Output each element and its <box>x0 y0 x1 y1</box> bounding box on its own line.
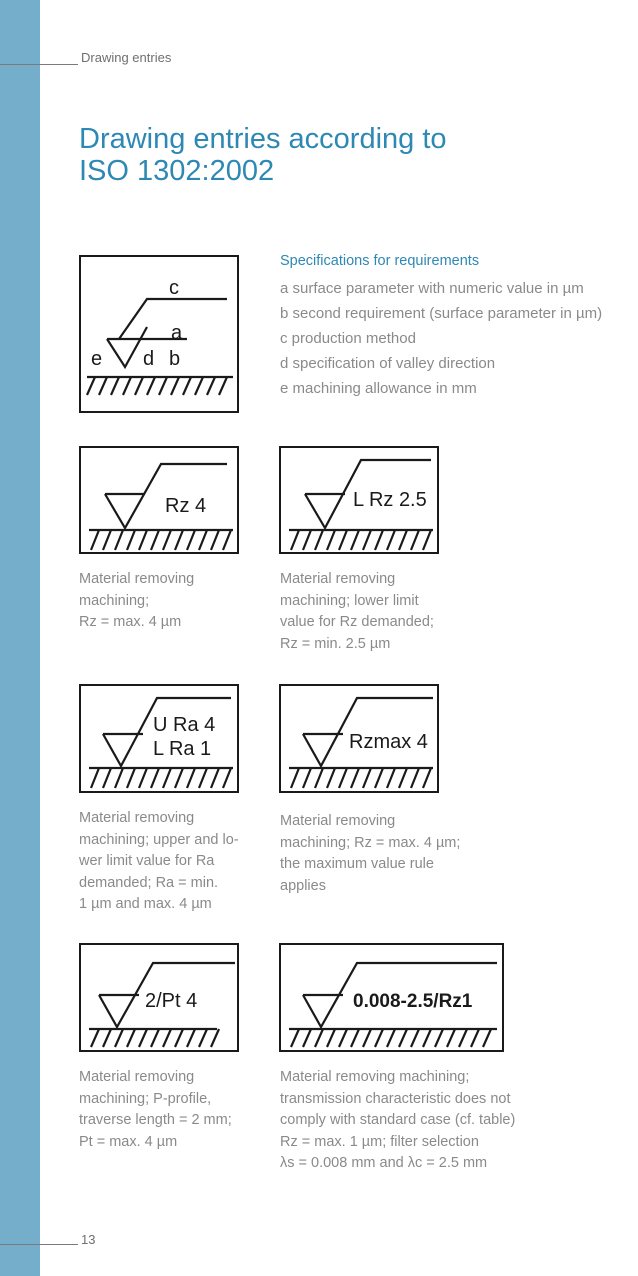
caption-2-pt4 <box>79 1067 232 1153</box>
page-title <box>79 123 447 187</box>
caption-line: machining; lower limit <box>280 592 419 609</box>
section-label: Drawing entries <box>81 50 172 65</box>
caption-u-l-ra <box>79 808 239 916</box>
caption-line: applies <box>280 877 326 894</box>
symbol-2-pt4-graphic <box>81 945 239 1052</box>
symbol-rzmax4-graphic <box>281 686 439 793</box>
caption-rzmax4 <box>280 811 460 897</box>
legend-label-a: a <box>171 322 183 344</box>
caption-line: Rz = max. 4 µm <box>79 614 182 630</box>
caption-rz4 <box>79 569 194 634</box>
legend-symbol <box>79 255 239 413</box>
symbol-rzmax4-label: Rzmax 4 <box>349 731 428 753</box>
caption-line: Material removing machining; <box>280 1069 470 1085</box>
caption-line: Rz = min. 2.5 µm <box>280 635 391 652</box>
caption-line: Material removing <box>79 1069 195 1085</box>
symbol-2-pt4 <box>79 943 239 1052</box>
spec-item-c: c production method <box>280 330 416 347</box>
caption-line: value for Rz demanded; <box>280 614 434 630</box>
caption-line: Material removing <box>280 813 396 829</box>
spec-item-a: a surface parameter with numeric value in µm <box>280 280 584 297</box>
caption-line: transmission characteristic does not <box>280 1090 511 1107</box>
symbol-rz4-label: Rz 4 <box>165 495 207 517</box>
symbol-l-rz25-label: L Rz 2.5 <box>353 489 427 511</box>
legend-label-b: b <box>169 348 181 370</box>
header-rule <box>0 64 78 65</box>
symbol-filter-rz1-label: 0.008-2.5/Rz1 <box>353 991 473 1012</box>
symbol-filter-rz1-graphic <box>281 945 504 1052</box>
caption-line: Material removing <box>79 810 195 826</box>
spec-heading: Specifications for requirements <box>280 253 480 269</box>
caption-line: machining; upper and lo- <box>79 831 239 848</box>
caption-line: Material removing <box>79 571 195 587</box>
caption-line: traverse length = 2 mm; <box>79 1112 232 1128</box>
spec-item-e: e machining allowance in mm <box>280 380 477 397</box>
caption-line: comply with standard case (cf. table) <box>280 1112 516 1128</box>
symbol-rzmax4 <box>279 684 439 793</box>
symbol-rz4 <box>79 446 239 554</box>
spec-item-d: d specification of valley direction <box>280 355 496 372</box>
caption-line: λs = 0.008 mm and λc = 2.5 mm <box>280 1155 488 1171</box>
caption-line: wer limit value for Ra <box>79 853 215 869</box>
caption-line: demanded; Ra = min. <box>79 874 219 891</box>
legend-label-c: c <box>169 277 179 299</box>
page-title-line-2: ISO 1302:2002 <box>79 155 275 187</box>
spec-list <box>280 279 610 404</box>
caption-line: machining; P-profile, <box>79 1090 212 1107</box>
caption-line: the maximum value rule <box>280 856 434 872</box>
symbol-u-l-ra-graphic <box>81 686 239 793</box>
symbol-u-ra4-label: U Ra 4 <box>153 714 216 736</box>
footer-rule <box>0 1244 78 1245</box>
symbol-l-ra1-label: L Ra 1 <box>153 738 212 760</box>
symbol-rz4-graphic <box>81 448 239 554</box>
legend-label-d: d <box>143 348 155 370</box>
page-title-line-1: Drawing entries according to <box>79 123 447 155</box>
caption-line: 1 µm and max. 4 µm <box>79 896 212 912</box>
sidebar-bar <box>0 0 40 1276</box>
caption-line: Pt = max. 4 µm <box>79 1133 178 1150</box>
caption-line: Rz = max. 1 µm; filter selection <box>280 1133 479 1150</box>
caption-l-rz25 <box>280 569 434 655</box>
caption-line: Material removing <box>280 571 396 587</box>
spec-item-b: b second requirement (surface parameter in µm) <box>280 305 603 322</box>
caption-line: machining; Rz = max. 4 µm; <box>280 834 461 851</box>
symbol-2-pt4-label: 2/Pt 4 <box>145 990 198 1012</box>
symbol-filter-rz1 <box>279 943 504 1052</box>
page-number: 13 <box>81 1232 96 1247</box>
symbol-l-rz25-graphic <box>281 448 439 554</box>
symbol-l-rz25 <box>279 446 439 554</box>
symbol-u-l-ra <box>79 684 239 793</box>
legend-symbol-graphic <box>81 257 239 413</box>
caption-filter-rz1 <box>280 1067 515 1175</box>
legend-label-e: e <box>91 348 103 370</box>
caption-line: machining; <box>79 592 150 609</box>
